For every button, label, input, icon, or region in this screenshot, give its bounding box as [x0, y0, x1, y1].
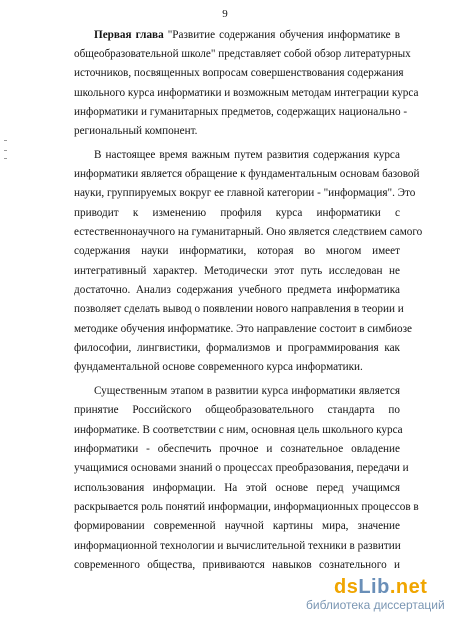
paragraph3-line: информационной технологии и вычислительной техники в развитии	[74, 540, 401, 552]
paragraph1-line: общеобразовательной школе" представляет собой обзор литературных	[74, 48, 411, 60]
paragraph3-line: современного общества, прививаются навыков сознательного и	[74, 559, 400, 571]
paragraph3-line: Существенным этапом в развитии курса информатики является	[94, 385, 400, 397]
page-number: 9	[222, 8, 228, 20]
paragraph2-line: фундаментальной основе современного курса информатики.	[74, 361, 363, 373]
paragraph2-line: философии, лингвистики, формализмов и программирования как	[74, 342, 400, 354]
paragraph2-line: науки, группируемых вокруг ее главной категории - "информация". Это	[74, 187, 416, 199]
watermark-subtitle: библиотека диссертаций	[306, 598, 445, 612]
paragraph2-line: содержания науки информатики, которая во многом имеет	[74, 245, 400, 257]
paragraph2-line: достаточно. Анализ содержания учебного предмета информатика	[74, 284, 400, 296]
paragraph3-line: формировании современной научной картины мира, значение	[74, 520, 400, 532]
paragraph2-line: методике обучения информатике. Это направление состоит в симбиозе	[74, 323, 412, 335]
paragraph1-line-1	[94, 28, 400, 42]
paragraph2-line: позволяет сделать вывод о появлении нового направления в теории и	[74, 303, 404, 315]
paragraph1-line: источников, посвященных вопросам совершенствования содержания	[74, 67, 404, 79]
paragraph3-line: информатике. В соответствии с ним, основная цель школьного курса	[74, 424, 403, 436]
chapter-label: Первая глава	[94, 29, 164, 41]
paragraph3-line: учащимися основами знаний о процессах преобразования, передачи и	[74, 462, 409, 474]
paragraph2-line: В настоящее время важным путем развития содержания курса	[94, 149, 400, 161]
paragraph2-line: приводит к изменению профиля курса информатики с	[74, 207, 400, 219]
scan-mark	[4, 150, 7, 151]
paragraph3-line: информатики - обеспечить прочное и сознательное овладение	[74, 443, 400, 455]
paragraph3-line: принятие Российского общеобразовательного стандарта по	[74, 404, 400, 416]
watermark-logo	[334, 576, 427, 599]
paragraph3-line: раскрывается роль понятий информации, информационных процессов в	[74, 501, 419, 513]
logo-part: .net	[389, 576, 428, 598]
watermark	[306, 576, 446, 618]
paragraph3-line: использования информации. На этой основе перед учащимся	[74, 482, 400, 494]
paragraph2-line: естественнонаучного на гуманитарный. Оно является следствием самого	[74, 226, 423, 238]
paragraph2-line: интегративный характер. Методически этот путь исследован не	[74, 265, 400, 277]
paragraph2-line: информатики является обращение к фундаментальным основам базовой	[74, 168, 420, 180]
paragraph1-line: школьного курса информатики и возможным методам интеграции курса	[74, 87, 419, 99]
scan-mark	[4, 140, 7, 141]
logo-part: ds	[334, 576, 359, 598]
paragraph1-lead-text: "Развитие содержания обучения информатике в	[163, 29, 400, 41]
logo-part: Lib	[358, 576, 390, 598]
paragraph1-line: информатики и гуманитарных предметов, содержащих национально -	[74, 106, 408, 118]
scan-mark	[4, 158, 7, 159]
paragraph1-line: региональный компонент.	[74, 125, 198, 137]
